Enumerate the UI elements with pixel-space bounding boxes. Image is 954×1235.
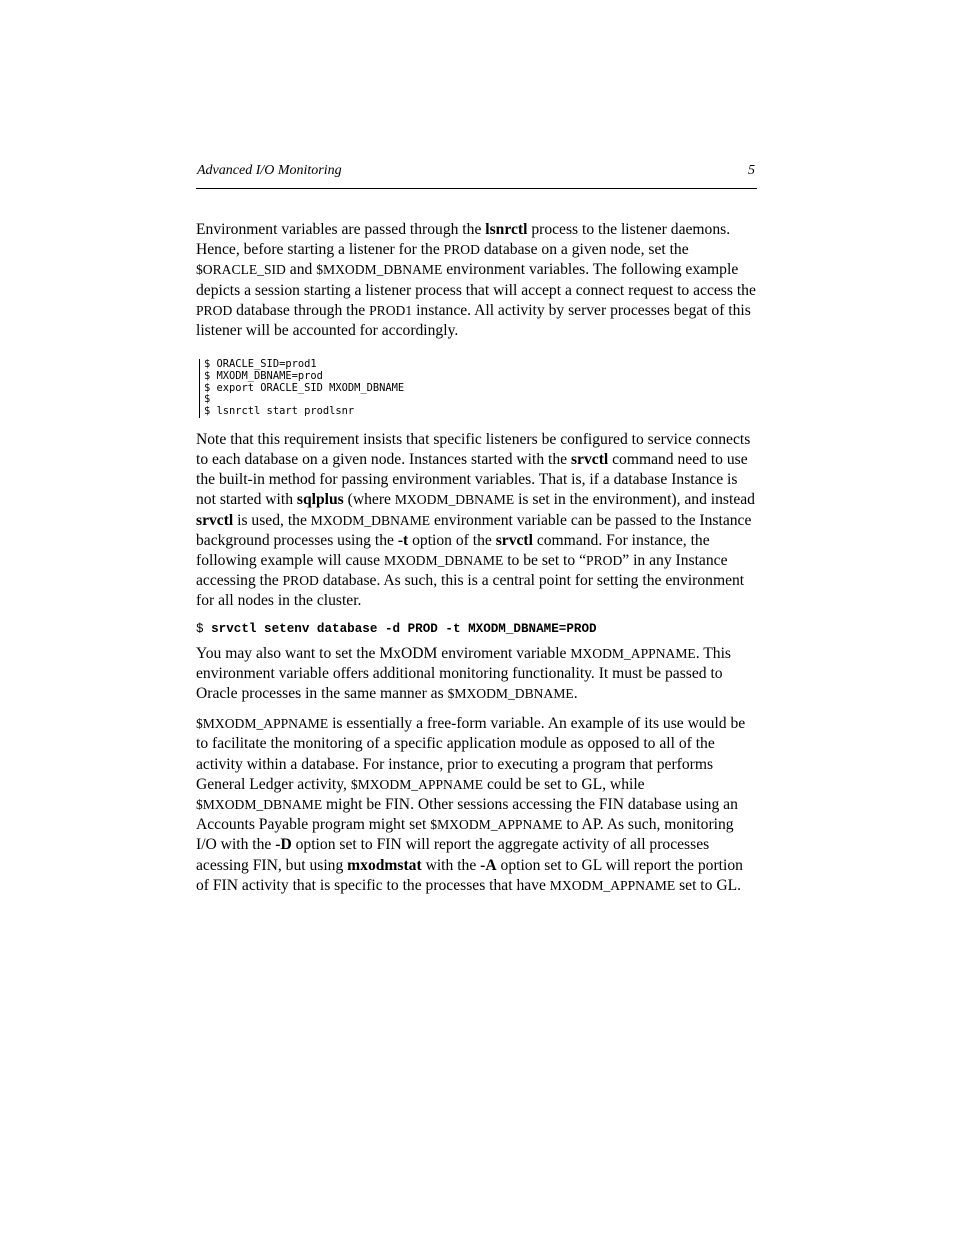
document-page [196, 160, 757, 896]
text-run: and [285, 261, 317, 279]
text-run: database through the [232, 301, 370, 319]
command-name: srvctl [495, 531, 533, 549]
text-run: option set to FIN will report the aggregate activity of all processes acessing FIN, but using [196, 836, 710, 874]
text-run: command need to use the built-in method for passing environment variables. That is, if a database Instance is not started with [196, 450, 748, 509]
text-run: set to GL. [675, 876, 742, 894]
shell-prompt: $ [196, 621, 212, 636]
text-run: process to the listener daemons. Hence, before starting a listener for the [196, 221, 731, 259]
text-run: database. As such, this is a central point for setting the environment for all nodes in the cluster. [196, 572, 745, 610]
text-run: . [573, 684, 578, 702]
identifier: $ORACLE_SID [196, 262, 286, 278]
text-run: command. For instance, the following example will cause [196, 531, 710, 569]
code-line: $ lsnrctl start prodlsnr [204, 405, 355, 418]
text-run: Note that this requirement insists that specific listeners be configured to service connects to each database on a given node. Instances started with the [196, 430, 751, 468]
command-example [196, 619, 757, 639]
identifier: $MXODM_DBNAME [447, 685, 574, 701]
code-line: $ MXODM_DBNAME=prod [204, 369, 323, 382]
identifier: MXODM_DBNAME [310, 512, 431, 528]
text-run: to be set to “ [503, 551, 587, 569]
identifier: PROD1 [369, 302, 413, 318]
identifier: $MXODM_DBNAME [316, 262, 443, 278]
text-run: option set to GL will report the portion of FIN activity that is specific to the processes that have [196, 856, 743, 894]
text-run: (where [343, 491, 395, 509]
text-run: You may also want to set the MxODM enviroment variable [196, 644, 571, 662]
text-run: could be set to GL, while [483, 775, 645, 793]
identifier: MXODM_DBNAME [383, 552, 504, 568]
code-line: $ [204, 393, 211, 406]
paragraph-appname [196, 644, 757, 705]
identifier: MXODM_APPNAME [549, 877, 676, 893]
identifier: $MXODM_APPNAME [196, 716, 329, 732]
command-name: mxodmstat [347, 856, 422, 874]
text-run: with the [421, 856, 481, 874]
text-run: Environment variables are passed through the [196, 221, 486, 238]
identifier: PROD [282, 573, 319, 589]
option-flag: -D [275, 836, 292, 854]
text-run: environment variable can be passed to the Instance background processes using the [196, 511, 752, 549]
code-line: $ ORACLE_SID=prod1 [204, 358, 317, 371]
text-run: environment variables. The following example depicts a session starting a listener process that will accept a connect request to access the [196, 261, 756, 299]
code-example [199, 359, 757, 418]
option-flag: -A [480, 856, 497, 874]
identifier: PROD [443, 242, 480, 258]
paragraph-listener-env [196, 220, 757, 341]
identifier: PROD [196, 302, 233, 318]
command-name: srvctl [570, 450, 609, 468]
identifier: PROD [586, 552, 623, 568]
text-run: is essentially a free-form variable. An example of its use would be to facilitate the monitoring of a specific application module as opposed to all of the activity within a database. For instance, prior to executing a program that performs General Ledger activity, [196, 715, 746, 793]
text-run: . This environment variable offers additional monitoring functionality. It must be passed to Oracle processes in the same manner as [196, 644, 731, 702]
identifier: $MXODM_DBNAME [196, 796, 323, 812]
text-run: is set in the environment), and instead [514, 491, 755, 509]
option-flag: -t [397, 531, 409, 549]
identifier: $MXODM_APPNAME [350, 776, 484, 792]
text-run: database on a given node, set the [479, 241, 689, 259]
text-run: to AP. As such, monitoring I/O with the [196, 816, 734, 854]
code-line: $ export ORACLE_SID MXODM_DBNAME [204, 381, 405, 394]
text-run: instance. All activity by server processes begat of this listener will be accounted for accordingly. [196, 301, 751, 340]
command-name: lsnrctl [485, 221, 528, 238]
command-name: sqlplus [296, 491, 344, 509]
text-run: ” in any Instance accessing the [196, 551, 728, 590]
command-text: srvctl setenv database -d PROD -t MXODM_DBNAME=PROD [211, 621, 597, 636]
page-number: 5 [748, 163, 755, 178]
header-title: Advanced I/O Monitoring [197, 163, 342, 178]
identifier: MXODM_DBNAME [394, 492, 515, 508]
text-run: option of the [408, 531, 496, 549]
identifier: $MXODM_APPNAME [430, 817, 563, 833]
text-run: might be FIN. Other sessions accessing the FIN database using an Accounts Payable program might set [196, 795, 738, 834]
command-name: srvctl [196, 511, 234, 529]
text-run: is used, the [233, 511, 311, 529]
paragraph-srvctl [196, 430, 757, 612]
paragraph-appname-usage [196, 714, 757, 896]
identifier: MXODM_APPNAME [570, 645, 696, 661]
running-header [196, 160, 757, 189]
